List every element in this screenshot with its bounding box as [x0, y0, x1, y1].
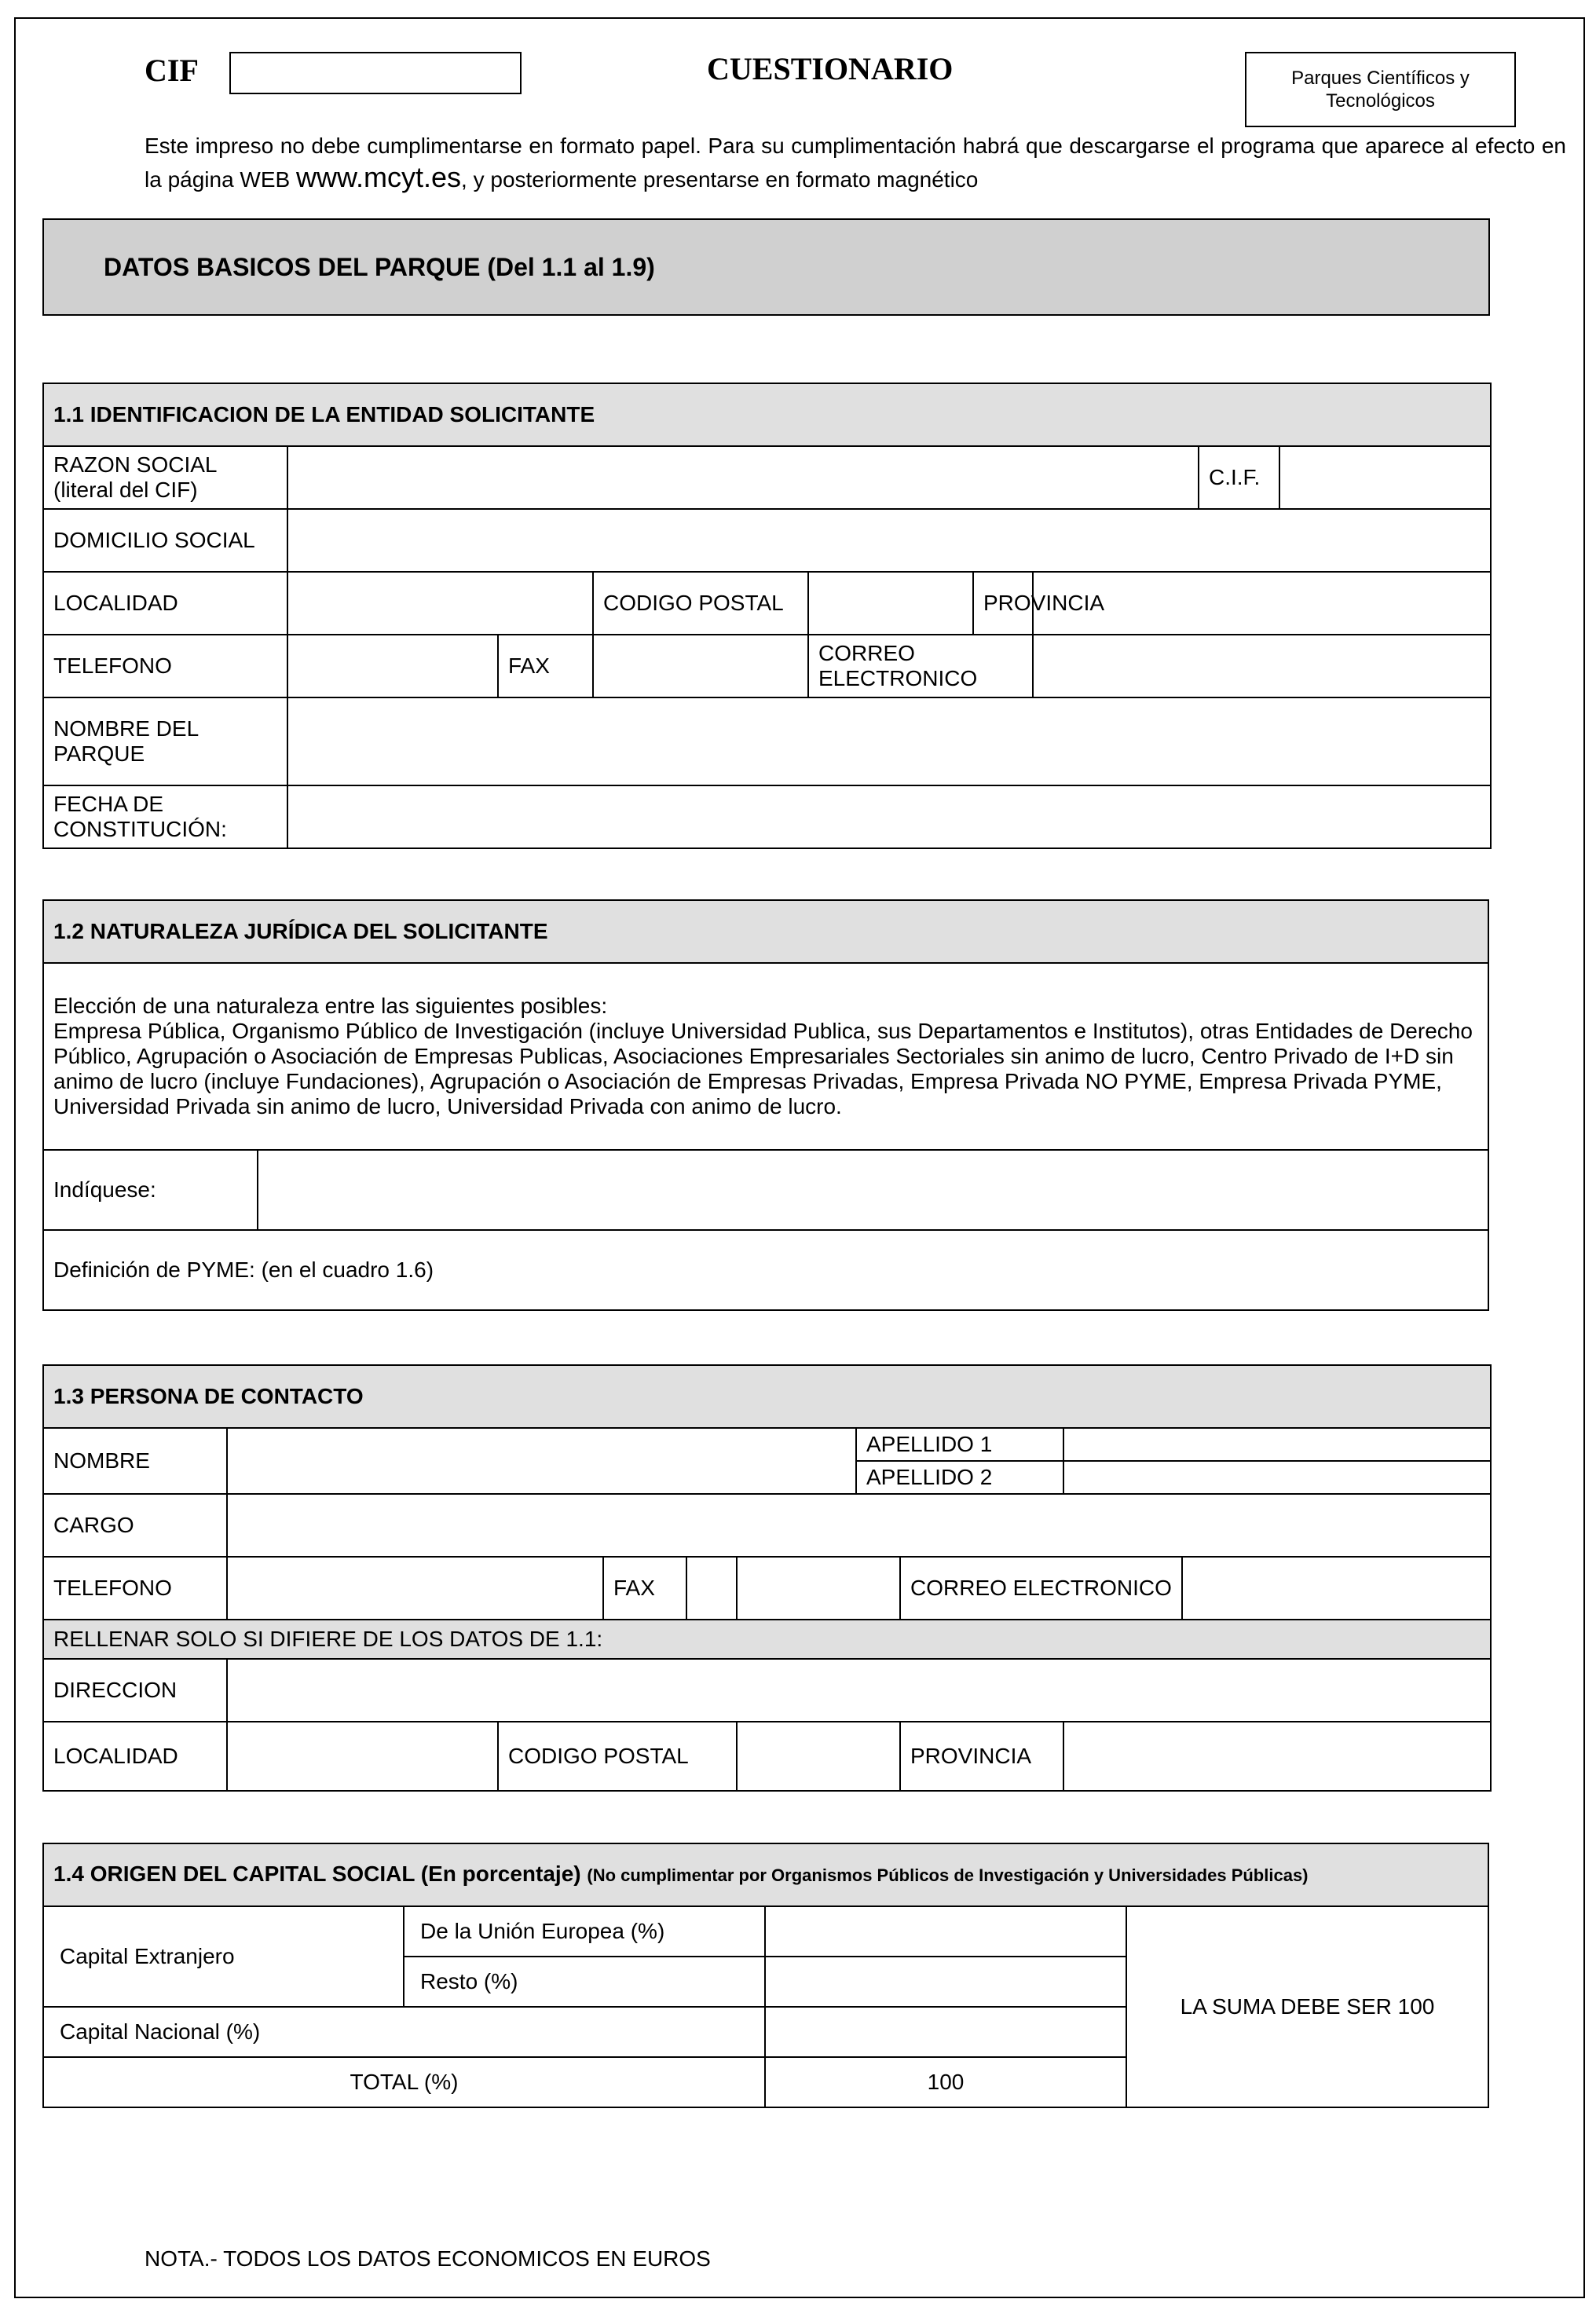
pyme-note: Definición de PYME: (en el cuadro 1.6)	[43, 1230, 1488, 1310]
telefono-contacto-label: TELEFONO	[43, 1557, 227, 1620]
section-1-2-title: 1.2 NATURALEZA JURÍDICA DEL SOLICITANTE	[43, 900, 1488, 963]
localidad-contacto-label: LOCALIDAD	[43, 1722, 227, 1791]
nombre-parque-field[interactable]	[287, 697, 1491, 785]
nombre-parque-label: NOMBRE DEL PARQUE	[43, 697, 287, 785]
apellido2-field[interactable]	[1063, 1461, 1491, 1494]
fax-contacto-field[interactable]	[737, 1557, 900, 1620]
page-title: CUESTIONARIO	[707, 51, 954, 86]
resto-field[interactable]	[765, 1957, 1126, 2007]
cif-field[interactable]	[1279, 446, 1491, 509]
section-1-3-title: 1.3 PERSONA DE CONTACTO	[43, 1365, 1491, 1428]
provincia-label: PROVINCIA	[983, 591, 1105, 615]
provincia-contacto-label: PROVINCIA	[900, 1722, 1063, 1791]
apellido1-field[interactable]	[1063, 1428, 1491, 1461]
codigo-postal-contacto-label: CODIGO POSTAL	[498, 1722, 737, 1791]
total-value: 100	[765, 2057, 1126, 2107]
rellenar-note: RELLENAR SOLO SI DIFIERE DE LOS DATOS DE 1.1:	[43, 1620, 1491, 1659]
category-tag: Parques Científicos y Tecnológicos	[1245, 52, 1516, 127]
naturaleza-options: Empresa Pública, Organismo Público de Investigación (incluye Universidad Publica, sus Departamentos e Institutos), otras Entidades de Derecho Público, Agrupación o Asociación de Empresas Publicas, Asociaciones Empresariales Sectoriales sin animo de lucro, Centro Privado de I+D sin animo de lucro (incluye Fundaciones), Agrupación o Asociación de Empresas Privadas, Empresa Privada NO PYME, Empresa Privada PYME, Universidad Privada sin animo de lucro, Universidad Privada con animo de lucro.	[53, 1019, 1473, 1118]
nombre-field[interactable]	[227, 1428, 856, 1494]
fecha-label: FECHA DE CONSTITUCIÓN:	[43, 785, 287, 848]
apellido2-label: APELLIDO 2	[856, 1461, 1063, 1494]
indiquese-label: Indíquese:	[43, 1150, 258, 1230]
resto-label: Resto (%)	[404, 1957, 765, 2007]
capital-nacional-field[interactable]	[765, 2007, 1126, 2057]
section-1-4-title	[43, 1843, 1488, 1906]
codigo-postal-label: CODIGO POSTAL	[593, 572, 808, 635]
correo-contacto-label: CORREO ELECTRONICO	[900, 1557, 1182, 1620]
localidad-field[interactable]	[287, 572, 593, 635]
section-1-4-title-note: (No cumplimentar por Organismos Públicos de Investigación y Universidades Públicas)	[587, 1865, 1309, 1885]
provincia-contacto-field[interactable]	[1063, 1722, 1491, 1791]
cargo-label: CARGO	[43, 1494, 227, 1557]
correo-field[interactable]	[1033, 635, 1491, 697]
table-contacto	[42, 1364, 1492, 1792]
nombre-label: NOMBRE	[43, 1428, 227, 1494]
correo-contacto-field[interactable]	[1182, 1557, 1491, 1620]
direccion-label: DIRECCION	[43, 1659, 227, 1722]
footer-note: NOTA.- TODOS LOS DATOS ECONOMICOS EN EUROS	[145, 2246, 711, 2271]
ue-field[interactable]	[765, 1906, 1126, 1957]
fecha-field[interactable]	[287, 785, 1491, 848]
total-label: TOTAL (%)	[43, 2057, 765, 2107]
table-identificacion	[42, 383, 1492, 849]
section-banner: DATOS BASICOS DEL PARQUE (Del 1.1 al 1.9)	[42, 218, 1490, 316]
telefono-contacto-field[interactable]	[227, 1557, 603, 1620]
fax-contacto-label: FAX	[604, 1558, 687, 1619]
fax-contacto-cell	[603, 1557, 737, 1620]
fax-label: FAX	[498, 635, 593, 697]
telefono-field[interactable]	[287, 635, 498, 697]
capital-extranjero-label: Capital Extranjero	[43, 1906, 404, 2007]
razon-social-label: RAZON SOCIAL (literal del CIF)	[43, 446, 287, 509]
capital-nacional-label: Capital Nacional (%)	[43, 2007, 765, 2057]
codigo-postal-contacto-field[interactable]	[737, 1722, 900, 1791]
cif-field-label: C.I.F.	[1199, 446, 1279, 509]
intro-after: , y posteriormente presentarse en formato magnético	[461, 167, 979, 192]
suma-note: LA SUMA DEBE SER 100	[1126, 1906, 1488, 2107]
section-1-4-title-main: 1.4 ORIGEN DEL CAPITAL SOCIAL (En porcentaje)	[53, 1862, 581, 1886]
naturaleza-intro: Elección de una naturaleza entre las siguientes posibles:	[53, 994, 608, 1018]
intro-text	[145, 130, 1566, 196]
domicilio-field[interactable]	[287, 509, 1491, 572]
ue-label: De la Unión Europea (%)	[404, 1906, 765, 1957]
fax-contacto-field-a[interactable]	[687, 1558, 736, 1619]
indiquese-field[interactable]	[258, 1150, 1488, 1230]
apellido1-label: APELLIDO 1	[856, 1428, 1063, 1461]
cif-input[interactable]	[229, 52, 522, 94]
codigo-postal-cell	[808, 572, 1105, 635]
cargo-field[interactable]	[227, 1494, 1491, 1557]
section-1-1-title: 1.1 IDENTIFICACION DE LA ENTIDAD SOLICITANTE	[43, 383, 1491, 446]
fax-field[interactable]	[593, 635, 808, 697]
table-naturaleza	[42, 899, 1489, 1311]
codigo-postal-field[interactable]	[809, 573, 974, 634]
razon-social-field[interactable]	[287, 446, 1199, 509]
direccion-field[interactable]	[227, 1659, 1491, 1722]
domicilio-label: DOMICILIO SOCIAL	[43, 509, 287, 572]
localidad-label: LOCALIDAD	[43, 572, 287, 635]
web-link[interactable]: www.mcyt.es	[296, 161, 462, 193]
correo-label: CORREO ELECTRONICO	[808, 635, 1033, 697]
naturaleza-description	[43, 963, 1488, 1150]
telefono-label: TELEFONO	[43, 635, 287, 697]
table-capital	[42, 1843, 1489, 2108]
localidad-contacto-field[interactable]	[227, 1722, 498, 1791]
intro-before: Este impreso no debe cumplimentarse en formato papel. Para su cumplimentación habrá que descargarse el programa que aparece al efecto en la página WEB	[145, 134, 1566, 192]
cif-label: CIF	[145, 53, 199, 88]
